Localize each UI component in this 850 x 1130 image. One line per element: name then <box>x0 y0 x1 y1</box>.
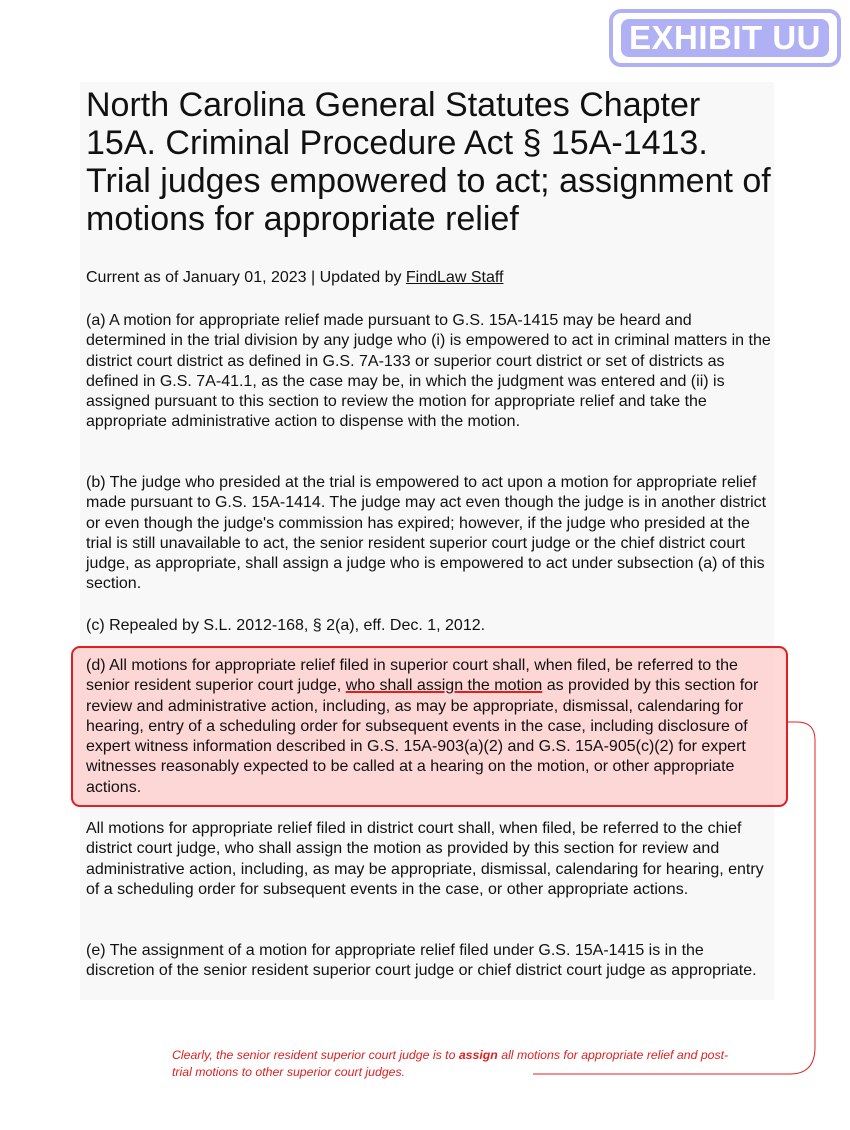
findlaw-staff-link[interactable]: FindLaw Staff <box>405 269 504 286</box>
paragraph-district: All motions for appropriate relief filed in district court shall, when filed, be referred to the chief district court judge, who shall assign the motion as provided by this section for review and administrative action, including, as may be appropriate, dismissal, calendaring for hearing, entry of a scheduling order for subsequent events in the case, or other appropriate actions. <box>86 820 764 898</box>
annotation-end: all motions for appropriate relief and post-trial motions to other superior court judges. <box>172 1048 729 1079</box>
annotation-start: Clearly, the senior resident superior court judge is to <box>172 1048 459 1062</box>
document-meta <box>86 268 503 288</box>
meta-prefix: Current as of January 01, 2023 | Updated by <box>86 269 406 286</box>
paragraph-b: (b) The judge who presided at the trial is empowered to act upon a motion for appropriate relief made pursuant to G.S. 15A-1414. The judge may act even though the judge is in another district or even though the judge's commission has expired; however, if the judge who presided at the trial is still unavailable to act, the senior resident superior court judge or the chief district court judge, as appropriate, shall assign a judge who is empowered to act under subsection (a) of this section. <box>86 474 767 593</box>
paragraph-a: (a) A motion for appropriate relief made pursuant to G.S. 15A-1415 may be heard and determined in the trial division by any judge who (i) is empowered to act in criminal matters in the district court district as defined in G.S. 7A-133 or superior court district or set of districts as defined in G.S. 7A-41.1, as the case may be, in which the judgment was entered and (ii) is assigned pursuant to this section to review the motion for appropriate relief and take the appropriate administrative action to dispense with the motion. <box>86 312 771 431</box>
paragraph-c: (c) Repealed by S.L. 2012-168, § 2(a), eff. Dec. 1, 2012. <box>86 617 486 634</box>
paragraph-d-end: as provided by this section for review and administrative action, including, as may be appropriate, dismissal, calendaring for hearing, entry of a scheduling order for subsequent events in the case, including disclosure of expert witness information described in G.S. 15A-903(a)(2) and G.S. 15A-905(c)(2) for expert witnesses reasonably expected to be called at a hearing on the motion, or other appropriate actions. <box>86 677 759 796</box>
annotation-emphasis: assign <box>458 1048 498 1062</box>
paragraph-d <box>86 656 776 798</box>
document-title: North Carolina General Statutes Chapter 15A. Criminal Procedure Act § 15A-1413. Trial judges empowered to act; assignment of motions for appropriate relief <box>86 86 771 238</box>
paragraph-e: (e) The assignment of a motion for appropriate relief filed under G.S. 15A-1415 is in the discretion of the senior resident superior court judge or chief district court judge as appropriate. <box>86 942 757 980</box>
exhibit-stamp <box>609 9 841 67</box>
exhibit-label: EXHIBIT UU <box>621 19 829 57</box>
underlined-phrase: who shall assign the motion <box>345 677 543 695</box>
paragraph-d-start: (d) All motions for appropriate relief filed in superior court shall, when filed, be referred to the senior resident superior court judge, <box>86 657 738 695</box>
annotation-note <box>172 1047 732 1080</box>
